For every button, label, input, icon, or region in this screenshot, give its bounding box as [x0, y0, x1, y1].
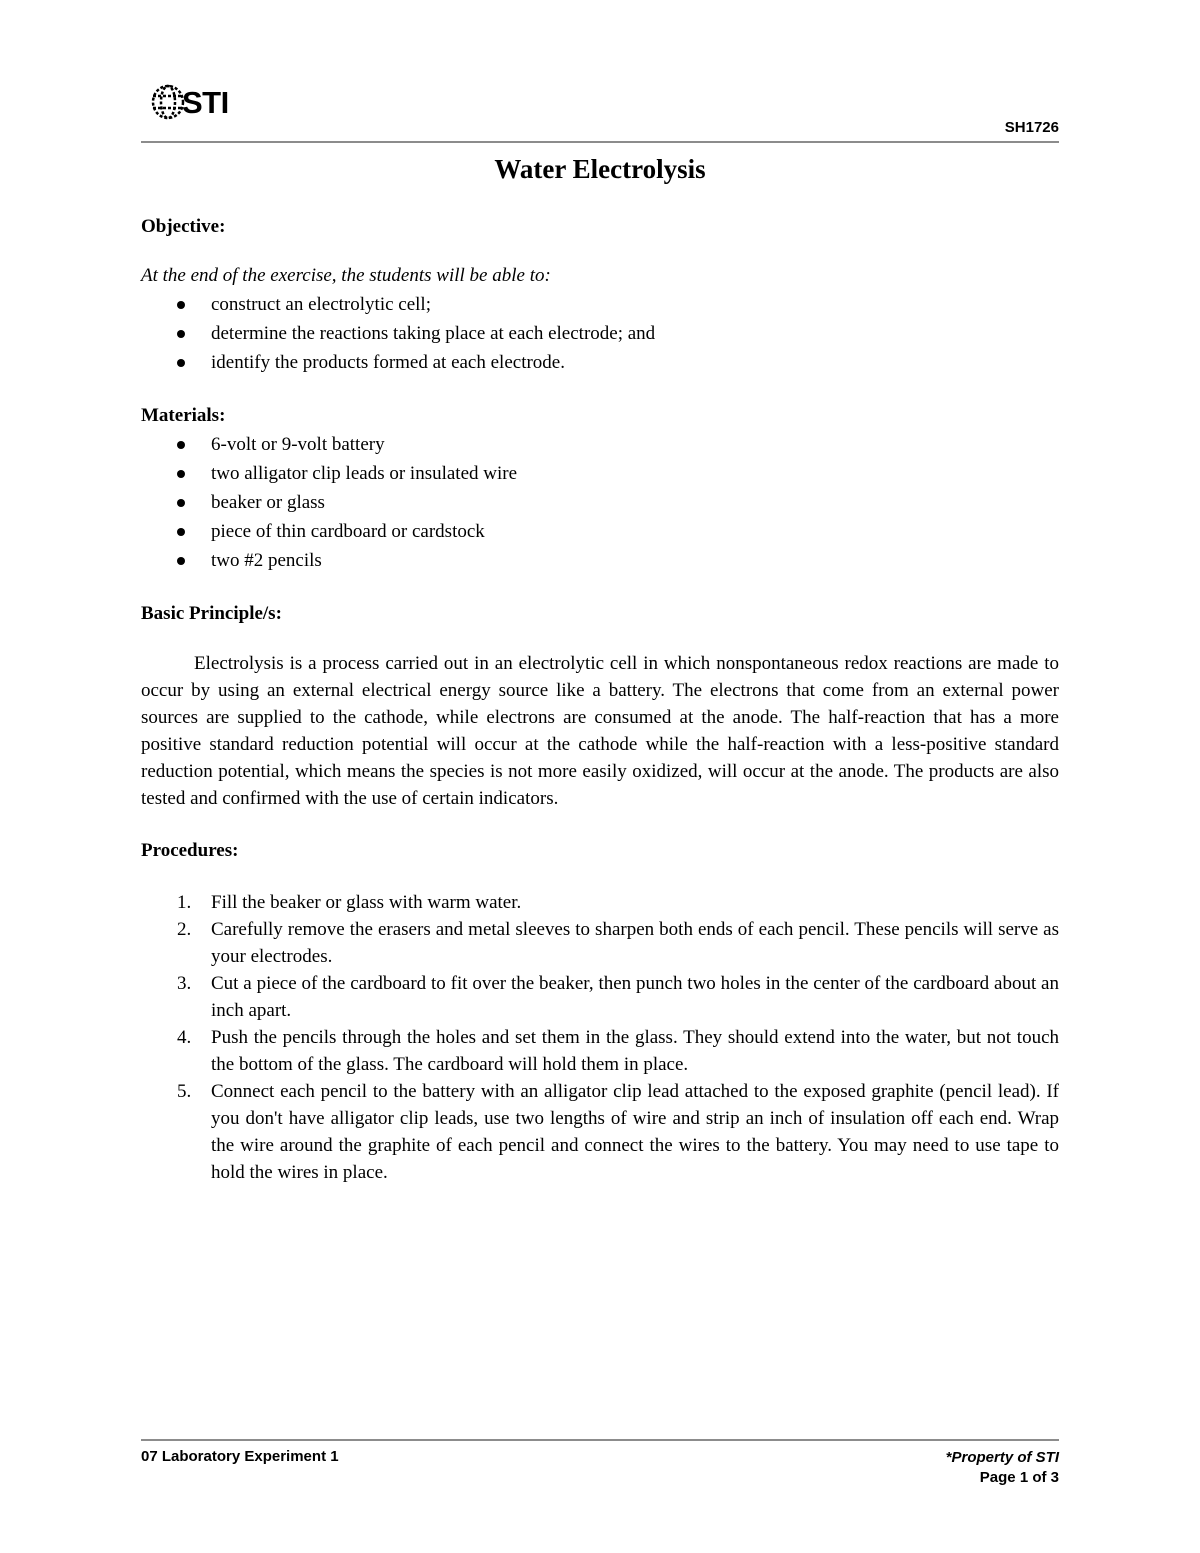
list-item	[141, 348, 1059, 377]
footer-right	[946, 1448, 1059, 1488]
procedures-list	[141, 889, 1059, 1186]
list-item	[141, 319, 1059, 348]
page-number: Page 1 of 3	[979, 1469, 1059, 1486]
objective-intro: At the end of the exercise, the students will be able to:	[141, 265, 551, 286]
step-number: 2.	[177, 919, 192, 940]
step-item	[141, 916, 1059, 970]
step-item	[141, 889, 1059, 916]
list-item-text: piece of thin cardboard or cardstock	[211, 521, 485, 542]
footer-course-label: 07 Laboratory Experiment 1	[141, 1448, 339, 1465]
bullet-icon	[177, 557, 185, 565]
bullet-icon	[177, 528, 185, 536]
bullet-icon	[177, 359, 185, 367]
step-number: 1.	[177, 892, 192, 913]
footer-rule	[141, 1439, 1059, 1441]
list-item	[141, 488, 1059, 517]
logo-text: STI	[182, 84, 229, 120]
step-item	[141, 970, 1059, 1024]
step-text: Cut a piece of the cardboard to fit over the beaker, then punch two holes in the center of the cardboard about an inch apart.	[211, 973, 1059, 1021]
principle-paragraph: Electrolysis is a process carried out in an electrolytic cell in which nonspontaneous redox reactions are made to occur by using an external electrical energy source like a battery. The electrons that come from an external power sources are supplied to the cathode, while electrons are consumed at the anode. The half-reaction that has a more positive standard reduction potential will occur at the cathode while the half-reaction with a less-positive standard reduction potential, which means the species is not more easily oxidized, will occur at the anode. The products are also tested and confirmed with the use of certain indicators.	[141, 653, 1059, 809]
list-item	[141, 546, 1059, 575]
list-item-text: beaker or glass	[211, 492, 325, 513]
bullet-icon	[177, 470, 185, 478]
objective-list	[141, 290, 1059, 377]
page-title: Water Electrolysis	[494, 154, 706, 184]
list-item-text: two #2 pencils	[211, 550, 322, 571]
step-item	[141, 1078, 1059, 1186]
list-item	[141, 290, 1059, 319]
list-item-text: identify the products formed at each electrode.	[211, 352, 565, 373]
list-item	[141, 517, 1059, 546]
step-text: Push the pencils through the holes and set them in the glass. They should extend into the water, but not touch the bottom of the glass. The cardboard will hold them in place.	[211, 1027, 1059, 1075]
principle-heading: Basic Principle/s:	[141, 603, 282, 624]
materials-heading: Materials:	[141, 405, 226, 426]
list-item-text: two alligator clip leads or insulated wire	[211, 463, 518, 484]
header-rule	[141, 141, 1059, 143]
step-number: 3.	[177, 973, 192, 994]
step-text: Carefully remove the erasers and metal sleeves to sharpen both ends of each pencil. These pencils will serve as your electrodes.	[211, 919, 1059, 967]
bullet-icon	[177, 499, 185, 507]
bullet-icon	[177, 330, 185, 338]
step-number: 5.	[177, 1081, 192, 1102]
step-item	[141, 1024, 1059, 1078]
list-item	[141, 459, 1059, 488]
list-item-text: 6-volt or 9-volt battery	[211, 434, 385, 455]
document-body	[141, 212, 1059, 1186]
bullet-icon	[177, 301, 185, 309]
list-item	[141, 430, 1059, 459]
step-text: Connect each pencil to the battery with an alligator clip lead attached to the exposed graphite (pencil lead). If you don't have alligator clip leads, use two lengths of wire and strip an inch of insulation off each end. Wrap the wire around the graphite of each pencil and connect the wires to the battery. You may need to use tape to hold the wires in place.	[211, 1081, 1059, 1183]
sti-logo	[150, 82, 229, 122]
sti-globe-icon	[150, 82, 186, 122]
procedures-heading: Procedures:	[141, 840, 239, 861]
list-item-text: construct an electrolytic cell;	[211, 294, 431, 315]
list-item-text: determine the reactions taking place at each electrode; and	[211, 323, 656, 344]
bullet-icon	[177, 441, 185, 449]
property-notice: *Property of STI	[945, 1449, 1059, 1466]
materials-list	[141, 430, 1059, 575]
step-number: 4.	[177, 1027, 192, 1048]
objective-heading: Objective:	[141, 216, 226, 237]
document-code: SH1726	[1004, 119, 1059, 136]
step-text: Fill the beaker or glass with warm water.	[211, 892, 522, 913]
